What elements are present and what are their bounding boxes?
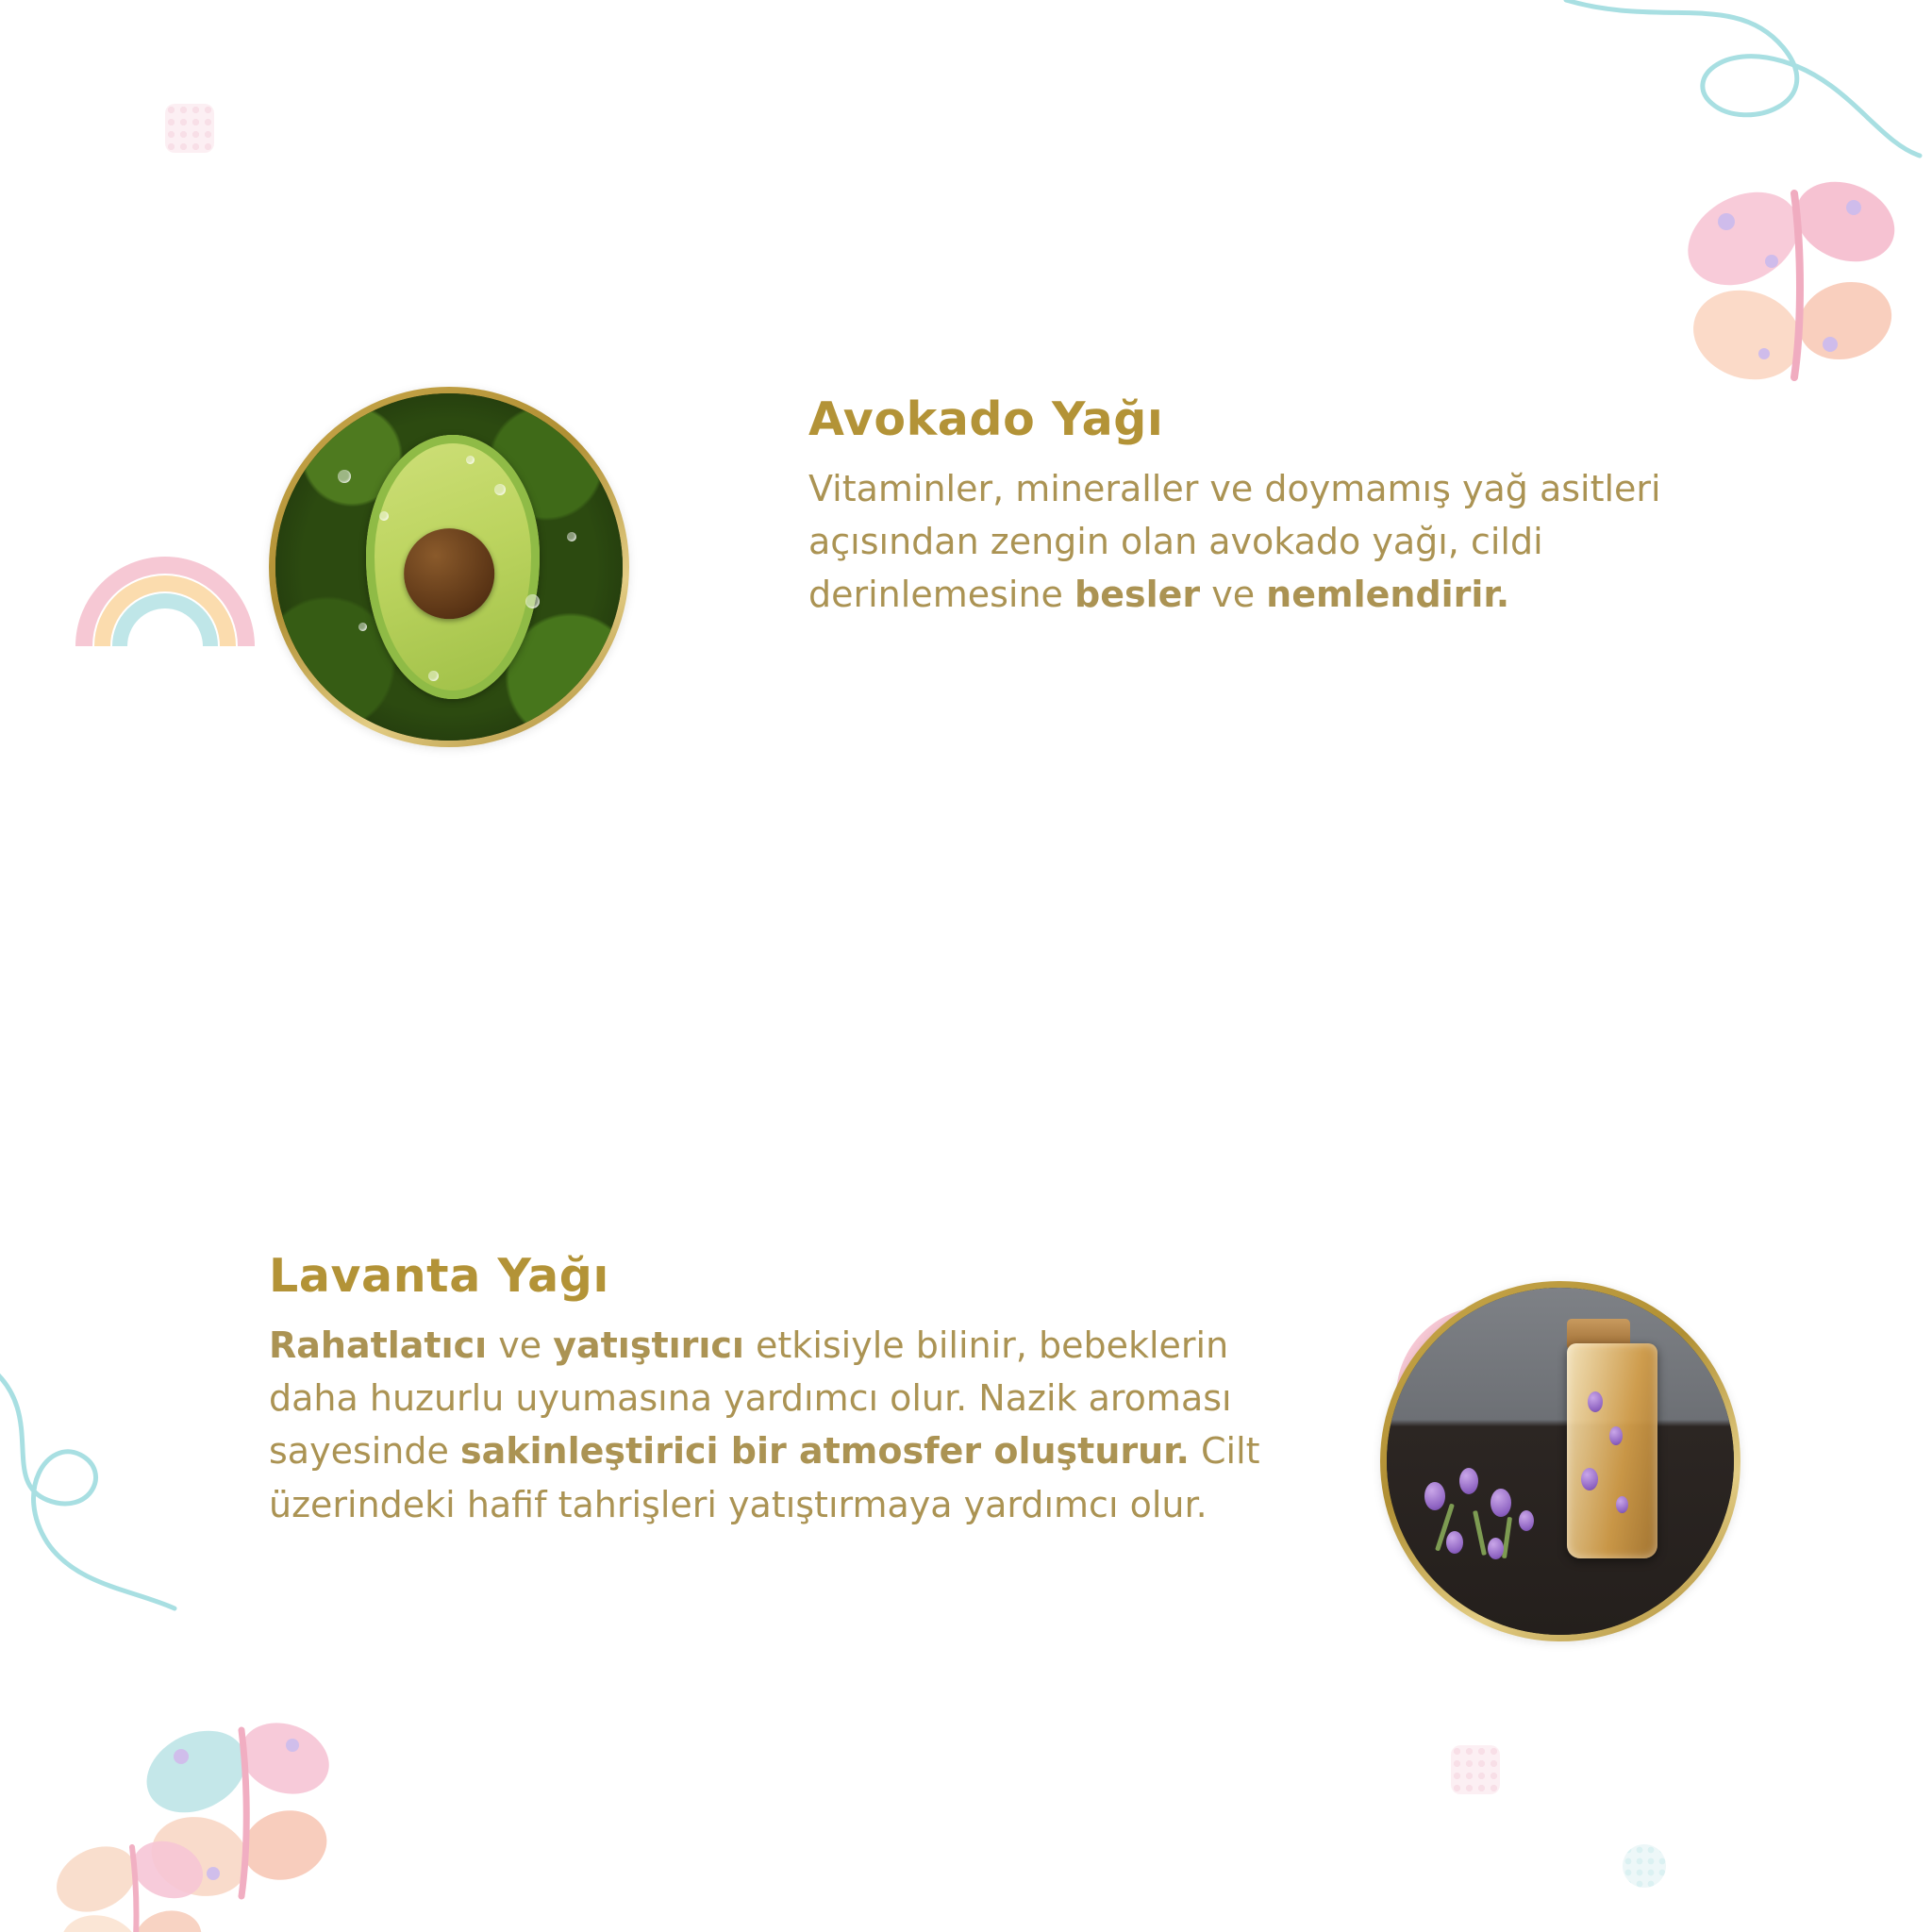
lavender-text-column [269, 1245, 1276, 1531]
avocado-photo-ring [269, 387, 629, 747]
lavender-description: Rahatlatıcı ve yatıştırıcı etkisiyle bilinir, bebeklerin daha huzurlu uyumasına yardımcı olur. Nazik aroması sayesinde sakinleştirici bir atmosfer oluşturur. Cilt üzerindeki hafif tahrişleri yatıştırmaya yardımcı olur. [269, 1324, 1260, 1525]
avocado-photo [275, 393, 623, 741]
squiggle-top-right [1547, 0, 1924, 208]
dot-block-bottom-right [1451, 1745, 1500, 1794]
lavender-title: Lavanta Yağı [269, 1249, 609, 1303]
dot-block-top-left [165, 104, 214, 153]
avocado-title: Avokado Yağı [808, 392, 1164, 446]
butterfly-bottom-left-1 [123, 1698, 358, 1932]
section-lavender [269, 1245, 1740, 1641]
lavender-oil-photo [1387, 1288, 1734, 1635]
rainbow-left [75, 542, 255, 646]
dot-circle-bottom-right [1623, 1844, 1666, 1888]
lavender-photo-ring [1380, 1281, 1740, 1641]
squiggle-bottom-left [0, 1349, 292, 1623]
butterfly-bottom-left-2 [38, 1821, 226, 1932]
avocado-text-column [808, 387, 1712, 622]
avocado-description: Vitaminler, mineraller ve doymamış yağ asitleri açısından zengin olan avokado yağı, cildi derinlemesine besler ve nemlendirir. [808, 467, 1661, 616]
section-avocado [269, 387, 1712, 747]
